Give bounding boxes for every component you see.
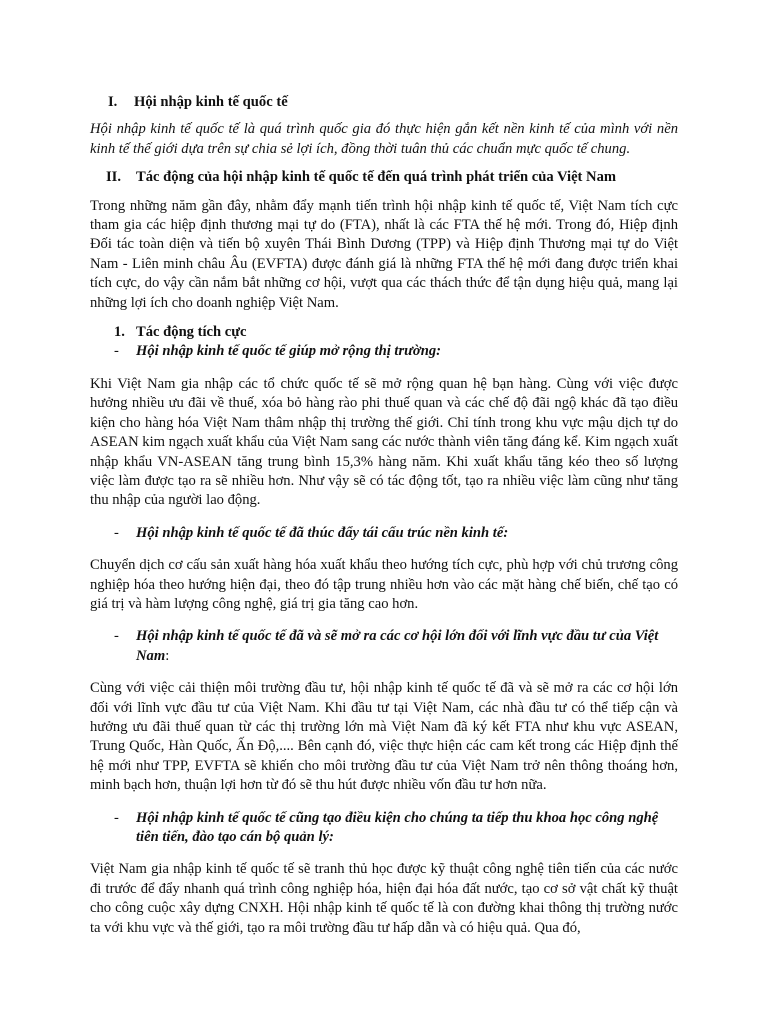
point-1-body: Khi Việt Nam gia nhập các tổ chức quốc tế sẽ mở rộng quan hệ bạn hàng. Cùng với việc được hưởng nhiều ưu đãi về thuế, xóa bỏ hàng rào phi thuế quan và các chế độ đãi ngộ khác đã tạo điều kiện cho hàng hóa Việt Nam thâm nhập thị trường thế giới. Chỉ tính trong khu vực mậu dịch tự do ASEAN kim ngạch xuất khẩu của Việt Nam sang các nước thành viên tăng đáng kể. Kim ngạch xuất nhập khẩu VN-ASEAN tăng trung bình 15,3% hàng năm. Khi xuất khẩu tăng kéo theo số lượng việc làm được tạo ra sẽ nhiều hơn. Như vậy sẽ có tác động tốt, tạo ra nhiều việc làm cũng như tăng thu nhập của người lao động. [90,375,678,509]
point-3-heading-text: Hội nhập kinh tế quốc tế đã và sẽ mở ra các cơ hội lớn đối với lĩnh vực đầu tư của Việt Nam [136,628,659,664]
point-4-heading [114,809,678,848]
bullet-dash: - [114,524,119,541]
point-2-body: Chuyển dịch cơ cấu sản xuất hàng hóa xuất khẩu theo hướng tích cực, phù hợp với chủ trương công nghiệp hóa theo hướng hiện đại, theo đó tập trung nhiều hơn vào các mặt hàng chế biến, chế tạo có giá trị và hàm lượng công nghệ, giá trị gia tăng cao hơn. [90,557,678,612]
subsection-1-heading [114,323,678,342]
bullet-dash: - [114,809,119,826]
point-4-body: Việt Nam gia nhập kinh tế quốc tế sẽ tranh thủ học được kỹ thuật công nghệ tiên tiến của các nước đi trước để đẩy nhanh quá trình công nghiệp hóa, hiện đại hóa đất nước, tạo cơ sở vật chất kỹ thuật cho công cuộc xây dựng CNXH. Hội nhập kinh tế quốc tế là con đường khai thông thị trường nước ta với khu vực và thế giới, tạo ra môi trường đầu tư hấp dẫn và có hiệu quả. Qua đó, [90,861,678,936]
point-3-heading-tail: : [165,647,170,664]
section-2-heading [106,168,678,187]
section-1-title: Hội nhập kinh tế quốc tế [134,94,288,110]
subsection-1-number: 1. [114,324,125,341]
section-1-number: I. [108,94,118,110]
point-4-heading-text: Hội nhập kinh tế quốc tế cũng tạo điều kiện cho chúng ta tiếp thu khoa học công nghệ tiên tiến, đào tạo cán bộ quản lý: [136,809,659,845]
section-2-intro: Trong những năm gần đây, nhằm đẩy mạnh tiến trình hội nhập kinh tế quốc tế, Việt Nam tích cực tham gia các hiệp định thương mại tự do (FTA), nhất là các FTA thế hệ mới. Trong đó, Hiệp định Đối tác toàn diện và tiến bộ xuyên Thái Bình Dương (TPP) và Hiệp định Thương mại tự do Việt Nam - Liên minh châu Âu (EVFTA) được đánh giá là những FTA thế hệ mới đang được triển khai tích cực, do vậy cần nắm bắt những cơ hội, vượt qua các thách thức để tận dụng hiệu quả, mang lại những lợi ích cho doanh nghiệp Việt Nam. [90,197,678,311]
point-3-heading [114,627,678,666]
point-1-heading-text: Hội nhập kinh tế quốc tế giúp mở rộng thị trường: [136,343,441,360]
bullet-dash: - [114,628,119,645]
point-3-body: Cùng với việc cải thiện môi trường đầu tư, hội nhập kinh tế quốc tế đã và sẽ mở ra các cơ hội lớn đối với lĩnh vực đầu tư của Việt Nam. Khi đầu tư tại Việt Nam, các nhà đầu tư có thể tiếp cận và hưởng ưu đãi thuế quan từ các thị trường lớn mà Việt Nam đã ký kết FTA như khu vực ASEAN, Trung Quốc, Hàn Quốc, Ấn Độ,.... Bên cạnh đó, việc thực hiện các cam kết trong các Hiệp định thế hệ mới như TPP, EVFTA sẽ khiến cho môi trường đầu tư của Việt Nam trở nên thông thoáng hơn, minh bạch hơn, thuận lợi hơn từ đó sẽ thu hút được nhiều vốn đầu tư hơn nữa. [90,680,678,794]
subsection-1-title: Tác động tích cực [136,324,247,341]
section-1-definition: Hội nhập kinh tế quốc tế là quá trình quốc gia đó thực hiện gắn kết nền kinh tế của mình với nền kinh tế thế giới dựa trên sự chia sẻ lợi ích, đồng thời tuân thủ các chuẩn mực quốc tế chung. [90,121,678,157]
point-2-heading [114,524,678,543]
point-1-heading [114,342,678,361]
section-2-number: II. [106,169,122,186]
section-1-heading [108,93,678,112]
section-2-title: Tác động của hội nhập kinh tế quốc tế đến quá trình phát triển của Việt Nam [136,169,617,186]
bullet-dash: - [114,343,119,360]
point-2-heading-text: Hội nhập kinh tế quốc tế đã thúc đẩy tái cấu trúc nền kinh tế: [136,524,509,541]
